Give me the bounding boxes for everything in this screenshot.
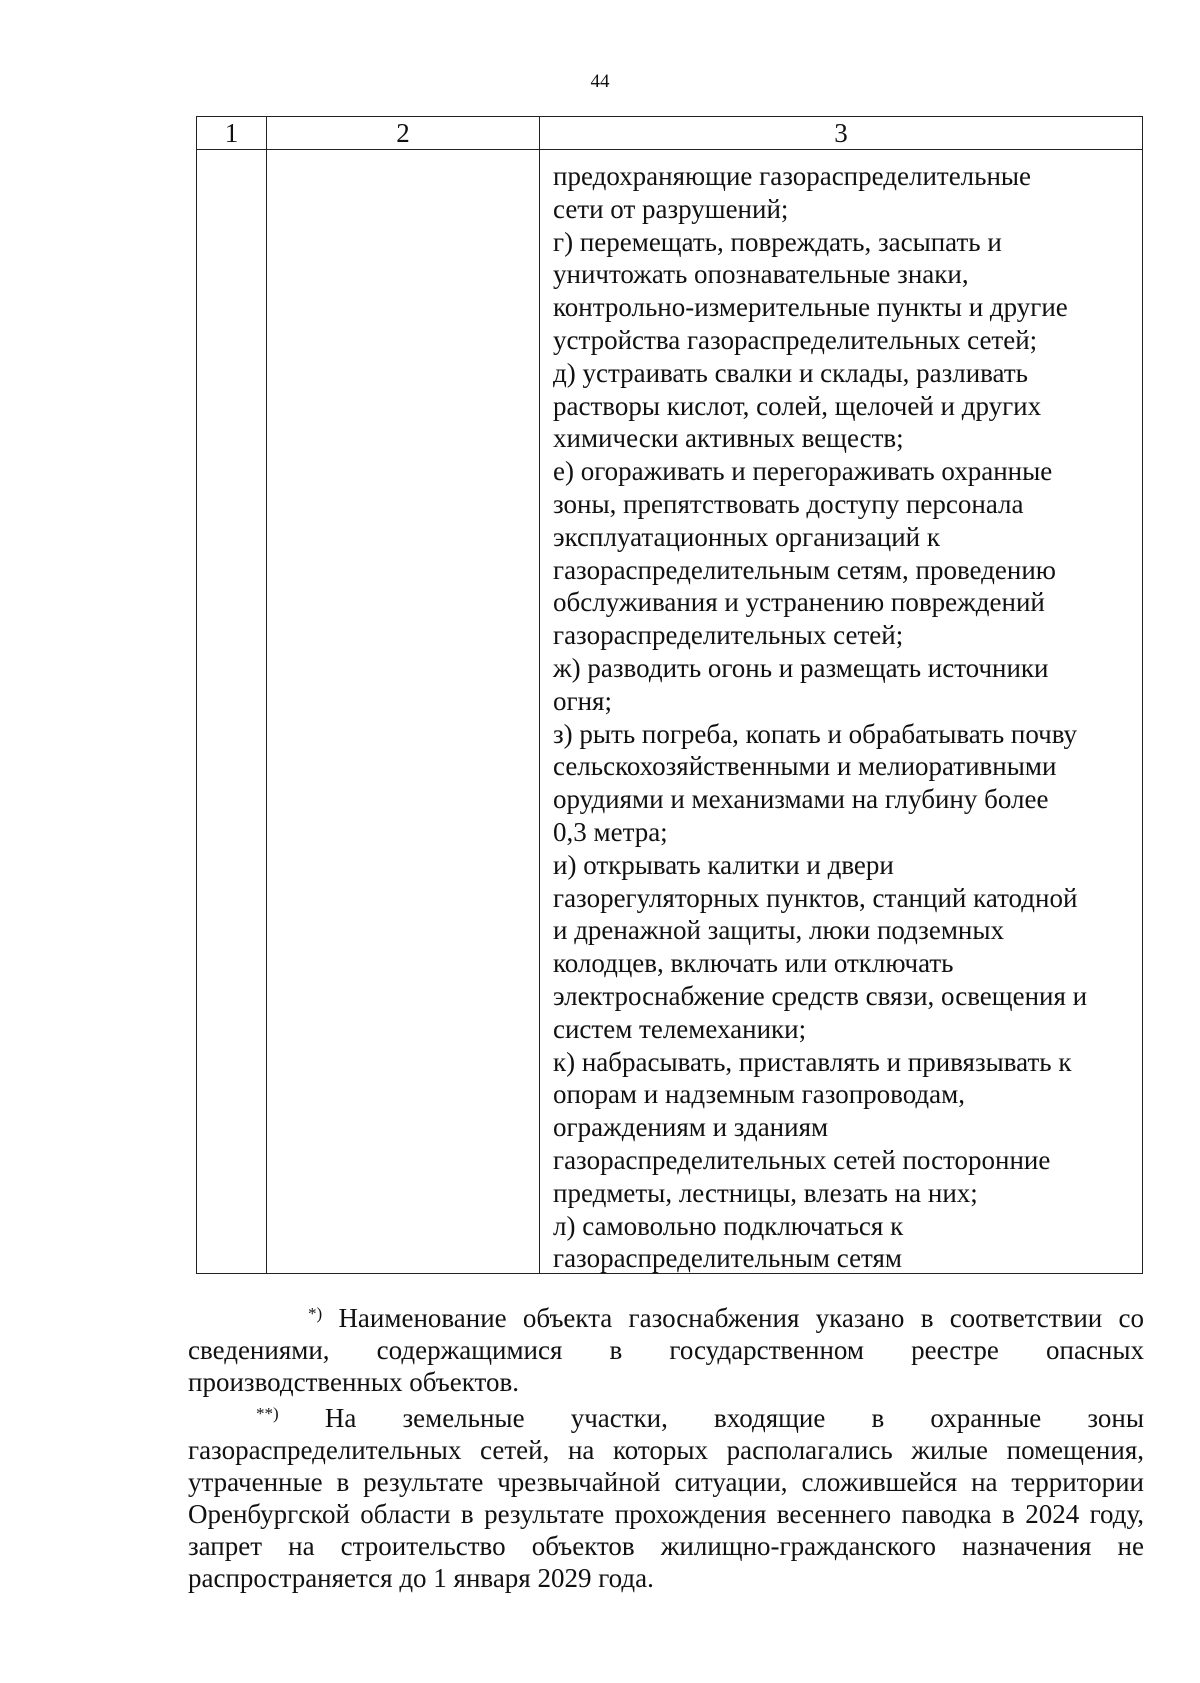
text-line: электроснабжение средств связи, освещения и <box>553 980 1088 1011</box>
text-line: систем телемеханики; <box>553 1013 807 1044</box>
restrictions-text <box>540 150 1142 1273</box>
text-line: обслуживания и устранению повреждений <box>553 587 1045 618</box>
text-line: ограждениям и зданиям <box>553 1112 829 1143</box>
text-line: контрольно-измерительные пункты и другие <box>553 292 1068 323</box>
text-line: устройства газораспределительных сетей; <box>553 324 1038 355</box>
text-line: ж) разводить огонь и размещать источники <box>553 652 1049 683</box>
text-line: эксплуатационных организаций к <box>553 521 940 552</box>
text-line: орудиями и механизмами на глубину более <box>553 784 1049 815</box>
column-header-3: 3 <box>540 117 1143 150</box>
text-line: зоны, препятствовать доступу персонала <box>553 488 1024 519</box>
text-line: газораспределительным сетям, проведению <box>553 554 1056 585</box>
text-line: сельскохозяйственными и мелиоративными <box>553 751 1057 782</box>
footnotes <box>188 1302 1144 1594</box>
text-line: сети от разрушений; <box>553 193 789 224</box>
table-cell-col2 <box>267 150 540 1274</box>
footnote-1-text: Наименование объекта газоснабжения указано в соответствии со сведениями, содержащимися в государственном реестре опасных производственных объектов. <box>188 1303 1145 1397</box>
footnote-2-text: На земельные участки, входящие в охранные зоны газораспределительных сетей, на которых располагались жилые помещения, утраченные в результате чрезвычайной ситуации, сложившейся на территории Оренбургской области в результате прохождения весеннего паводка в 2024 году, запрет на строительство объектов жилищно-гражданского назначения не распространяется до 1 января 2029 года. <box>188 1403 1144 1593</box>
text-line: д) устраивать свалки и склады, разливать <box>553 357 1028 388</box>
text-line: газораспределительных сетей посторонние <box>553 1144 1051 1175</box>
footnote-1-marker: *) <box>308 1304 323 1323</box>
text-line: огня; <box>553 685 612 716</box>
footnote-1 <box>188 1302 1144 1398</box>
footnote-2-marker: **) <box>256 1404 279 1423</box>
text-line: химически активных веществ; <box>553 423 904 454</box>
text-line: з) рыть погреба, копать и обрабатывать почву <box>553 718 1078 749</box>
text-line: 0,3 метра; <box>553 816 668 847</box>
text-line: газорегуляторных пунктов, станций катодной <box>553 882 1078 913</box>
table-cell-col3 <box>540 150 1143 1274</box>
table-row <box>197 150 1143 1274</box>
table-header-row <box>197 117 1143 150</box>
text-line: л) самовольно подключаться к <box>553 1210 904 1241</box>
table-cell-col1 <box>197 150 267 1274</box>
text-line: е) огораживать и перегораживать охранные <box>553 456 1053 487</box>
text-line: предметы, лестницы, влезать на них; <box>553 1177 978 1208</box>
text-line: г) перемещать, повреждать, засыпать и <box>553 226 1002 257</box>
text-line: уничтожать опознавательные знаки, <box>553 259 969 290</box>
footnote-2 <box>188 1402 1144 1594</box>
text-line: газораспределительным сетям <box>553 1243 902 1273</box>
text-line: и) открывать калитки и двери <box>553 849 894 880</box>
text-line: колодцев, включать или отключать <box>553 948 954 979</box>
text-line: опорам и надземным газопроводам, <box>553 1079 965 1110</box>
text-line: предохраняющие газораспределительные <box>553 161 1032 191</box>
column-header-1: 1 <box>197 117 267 150</box>
column-header-2: 2 <box>267 117 540 150</box>
text-line: растворы кислот, солей, щелочей и других <box>553 390 1042 421</box>
text-line: и дренажной защиты, люки подземных <box>553 915 1005 946</box>
page-number: 44 <box>590 71 610 92</box>
text-line: к) набрасывать, приставлять и привязывать к <box>553 1046 1072 1077</box>
text-line: газораспределительных сетей; <box>553 620 904 651</box>
restrictions-table <box>196 116 1143 1274</box>
